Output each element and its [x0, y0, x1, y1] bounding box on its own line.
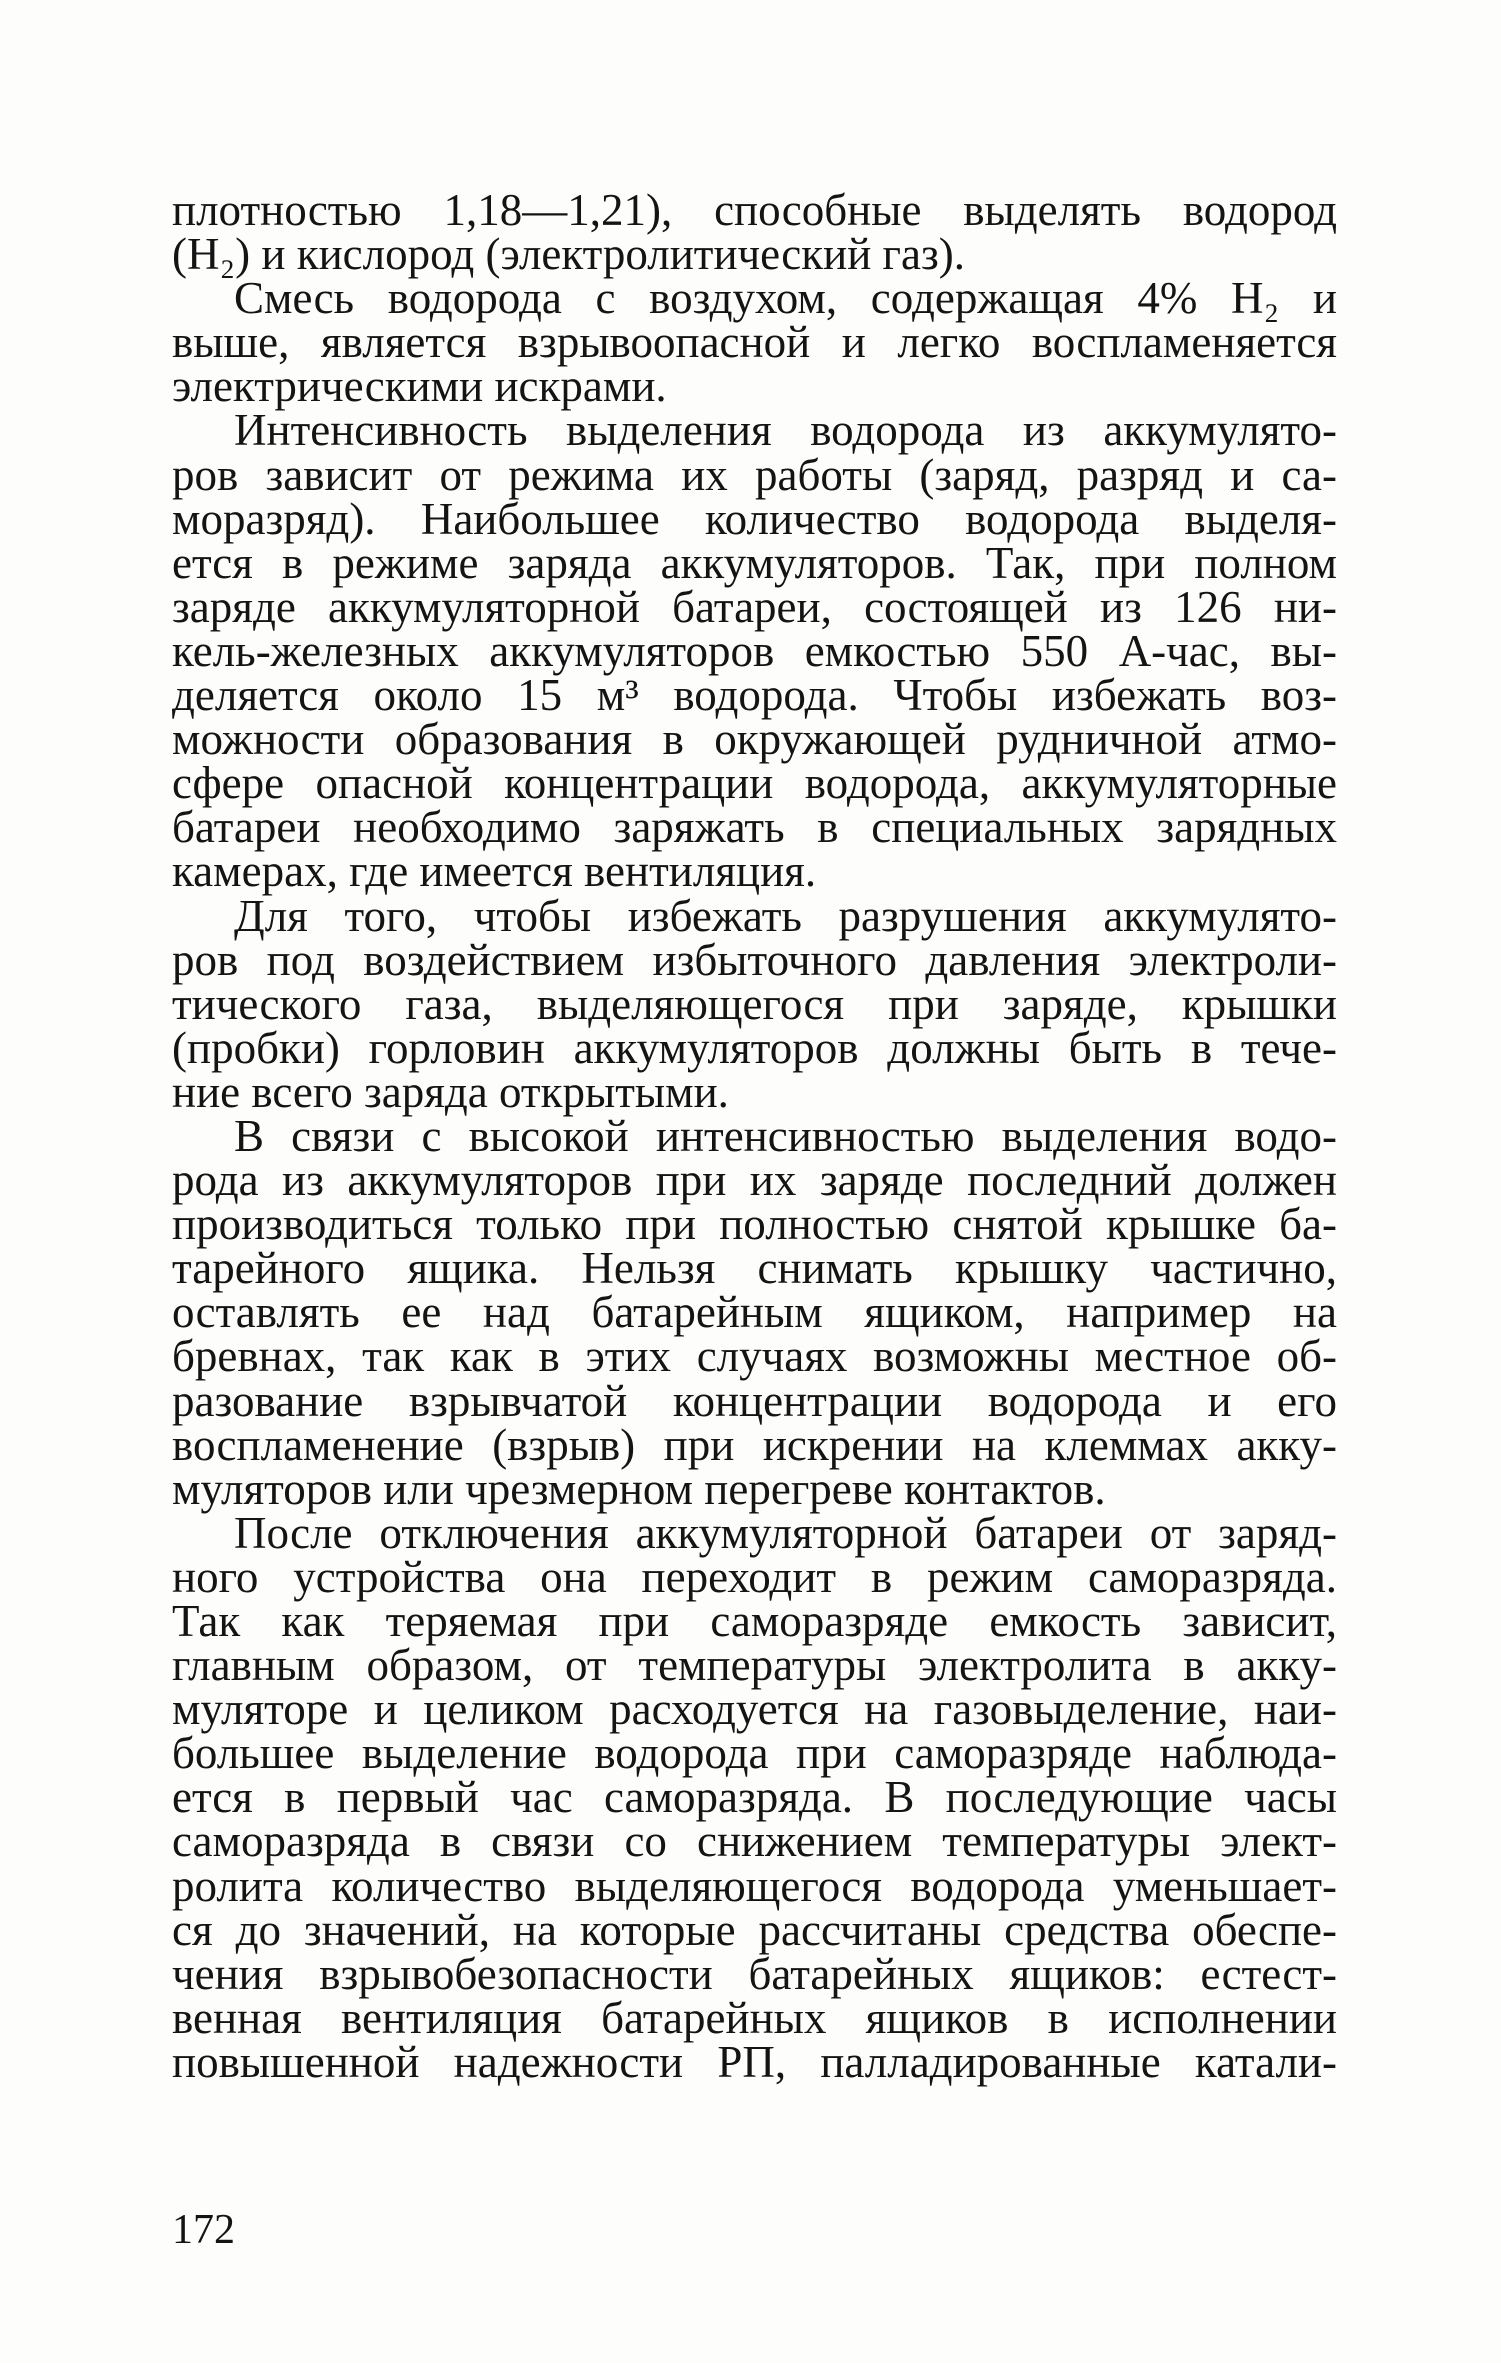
- text-line: производиться только при полностью снятой крышке ба-: [172, 1199, 1337, 1250]
- page-number: 172: [172, 2207, 235, 2253]
- text-line: плотностью 1,18—1,21), способные выделять водород: [172, 185, 1337, 235]
- text-line: венная вентиляция батарейных ящиков в исполнении: [172, 1992, 1337, 2043]
- text-line: муляторов или чрезмерном перегреве контактов.: [172, 1463, 1106, 1514]
- text-line: заряде аккумуляторной батареи, состоящей из 126 ни-: [172, 581, 1337, 632]
- text-line: выше, является взрывоопасной и легко воспламеняется: [172, 317, 1337, 368]
- text-line: ров под воздействием избыточного давления электроли-: [172, 934, 1337, 985]
- text-line: ется в первый час саморазряда. В последующие часы: [172, 1772, 1337, 1823]
- text-line: моразряд). Наибольшее количество водорода выделя-: [172, 493, 1337, 544]
- text-line: оставлять ее над батарейным ящиком, например на: [172, 1287, 1337, 1338]
- text-line: Так как теряемая при саморазряде емкость зависит,: [172, 1596, 1337, 1646]
- text-line: Смесь водорода с воздухом, содержащая 4% H₂ и: [234, 273, 1337, 324]
- text-line: кель-железных аккумуляторов емкостью 550 А-час, вы-: [172, 625, 1337, 676]
- text-line: разование взрывчатой концентрации водорода и его: [172, 1375, 1337, 1426]
- text-line: ров зависит от режима их работы (заряд, разряд и са-: [172, 449, 1337, 500]
- paragraph-2: [172, 273, 1337, 412]
- text-line: В связи с высокой интенсивностью выделения водо-: [234, 1110, 1337, 1161]
- text-line: электрическими искрами.: [172, 361, 667, 412]
- text-line: можности образования в окружающей рудничной атмо-: [172, 714, 1337, 765]
- text-line: (H₂) и кислород (электролитический газ).: [172, 229, 965, 280]
- text-line: повышенной надежности РП, палладированные катали-: [172, 2036, 1337, 2087]
- text-line: камерах, где имеется вентиляция.: [172, 846, 817, 897]
- text-line: ние всего заряда открытыми.: [172, 1066, 729, 1117]
- paragraph-6: [172, 1507, 1337, 2087]
- text-line: большее выделение водорода при саморазряде наблюда-: [172, 1728, 1337, 1779]
- text-line: ся до значений, на которые рассчитаны средства обеспе-: [172, 1904, 1337, 1955]
- text-line: После отключения аккумуляторной батареи от заряд-: [234, 1507, 1337, 1558]
- text-line: воспламенение (взрыв) при искрении на клеммах акку-: [172, 1419, 1337, 1470]
- text-line: муляторе и целиком расходуется на газовыделение, наи-: [172, 1684, 1337, 1735]
- text-line: главным образом, от температуры электролита в акку-: [172, 1640, 1337, 1691]
- paragraph-4: [172, 890, 1337, 1117]
- text-line: Интенсивность выделения водорода из аккумулято-: [234, 405, 1337, 456]
- text-line: чения взрывобезопасности батарейных ящиков: естест-: [172, 1948, 1337, 1999]
- body-text: [172, 185, 1337, 2087]
- text-line: тарейного ящика. Нельзя снимать крышку частично,: [172, 1243, 1337, 1294]
- text-line: сфере опасной концентрации водорода, аккумуляторные: [172, 758, 1337, 809]
- text-line: (пробки) горловин аккумуляторов должны быть в тече-: [172, 1022, 1337, 1073]
- text-line: ролита количество выделяющегося водорода уменьшает-: [172, 1860, 1337, 1911]
- text-line: Для того, чтобы избежать разрушения аккумулято-: [234, 890, 1337, 941]
- text-line: деляется около 15 м³ водорода. Чтобы избежать воз-: [172, 670, 1337, 721]
- text-line: ется в режиме заряда аккумуляторов. Так, при полном: [172, 537, 1337, 588]
- text-line: бревнах, так как в этих случаях возможны местное об-: [172, 1331, 1337, 1382]
- text-line: рода из аккумуляторов при их заряде последний должен: [172, 1155, 1337, 1206]
- text-line: ного устройства она переходит в режим саморазряда.: [172, 1551, 1337, 1602]
- paragraph-3: [172, 405, 1337, 897]
- text-line: тического газа, выделяющегося при заряде, крышки: [172, 978, 1337, 1029]
- text-line: батареи необходимо заряжать в специальных зарядных: [172, 802, 1337, 853]
- paragraph-5: [172, 1110, 1337, 1514]
- paragraph-1: [172, 185, 1337, 280]
- text-line: саморазряда в связи со снижением температуры элект-: [172, 1816, 1337, 1867]
